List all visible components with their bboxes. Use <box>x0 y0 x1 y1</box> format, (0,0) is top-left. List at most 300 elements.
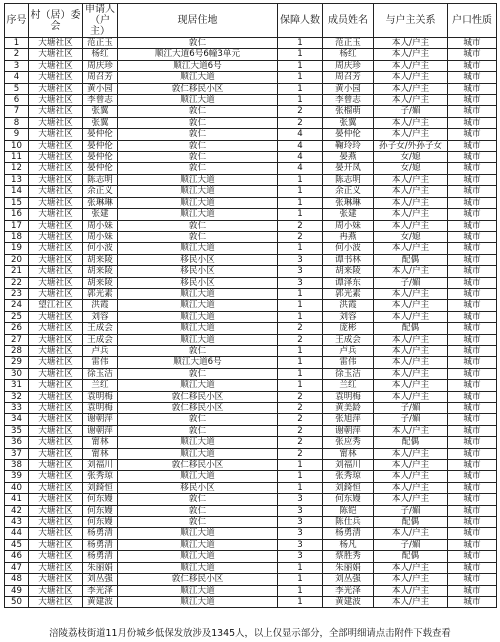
cell-relation: 本人/户主 <box>374 197 448 208</box>
cell-relation: 子/媚 <box>374 403 448 414</box>
cell-covered-count: 1 <box>278 72 323 83</box>
cell-covered-count: 1 <box>278 243 323 254</box>
header-relation: 与户主关系 <box>374 4 448 38</box>
cell-applicant: 黄建波 <box>83 596 118 607</box>
cell-residence: 顺江大道 <box>118 300 278 311</box>
cell-index: 28 <box>5 345 29 356</box>
cell-relation: 本人/户主 <box>374 38 448 49</box>
cell-household-type: 城市 <box>448 482 497 493</box>
table-row <box>5 494 497 505</box>
cell-relation: 本人/户主 <box>374 83 448 94</box>
cell-household-type: 城市 <box>448 517 497 528</box>
cell-applicant: 甯林 <box>83 437 118 448</box>
cell-member-name: 杨红 <box>323 49 374 60</box>
cell-residence: 顺江大道 <box>118 448 278 459</box>
cell-residence: 敦仁 <box>118 494 278 505</box>
cell-relation: 本人/户主 <box>374 345 448 356</box>
cell-committee: 大塘社区 <box>29 482 83 493</box>
cell-applicant: 杨勇清 <box>83 551 118 562</box>
cell-relation: 女/媳 <box>374 152 448 163</box>
table-row <box>5 528 497 539</box>
cell-household-type: 城市 <box>448 403 497 414</box>
cell-applicant: 晏仲伦 <box>83 129 118 140</box>
cell-relation: 本人/户主 <box>374 368 448 379</box>
cell-covered-count: 1 <box>278 460 323 471</box>
table-row <box>5 106 497 117</box>
cell-household-type: 城市 <box>448 448 497 459</box>
table-row <box>5 574 497 585</box>
cell-relation: 本人/户主 <box>374 72 448 83</box>
cell-index: 6 <box>5 95 29 106</box>
cell-applicant: 张建 <box>83 209 118 220</box>
cell-relation: 本人/户主 <box>374 311 448 322</box>
cell-member-name: 张榴萌 <box>323 106 374 117</box>
cell-committee: 大塘社区 <box>29 334 83 345</box>
cell-applicant: 甯林 <box>83 448 118 459</box>
cell-member-name: 胡来陵 <box>323 266 374 277</box>
cell-covered-count: 1 <box>278 186 323 197</box>
cell-relation: 本人/户主 <box>374 528 448 539</box>
cell-index: 30 <box>5 368 29 379</box>
cell-relation: 本人/户主 <box>374 494 448 505</box>
cell-index: 36 <box>5 437 29 448</box>
cell-member-name: 徐玉洁 <box>323 368 374 379</box>
cell-committee: 大塘社区 <box>29 357 83 368</box>
cell-member-name: 刘容 <box>323 311 374 322</box>
table-row <box>5 129 497 140</box>
cell-household-type: 城市 <box>448 414 497 425</box>
cell-covered-count: 3 <box>278 505 323 516</box>
table-row <box>5 117 497 128</box>
cell-residence: 顺江大道 <box>118 72 278 83</box>
cell-committee: 大塘社区 <box>29 129 83 140</box>
cell-residence: 顺江大道 <box>118 186 278 197</box>
table-row <box>5 277 497 288</box>
table-row <box>5 38 497 49</box>
cell-covered-count: 2 <box>278 220 323 231</box>
cell-committee: 大塘社区 <box>29 414 83 425</box>
cell-relation: 本人/户主 <box>374 186 448 197</box>
cell-committee: 大塘社区 <box>29 174 83 185</box>
cell-committee: 大塘社区 <box>29 163 83 174</box>
cell-committee: 大塘社区 <box>29 505 83 516</box>
cell-residence: 顺江大道 <box>118 380 278 391</box>
cell-relation: 本人/户主 <box>374 243 448 254</box>
cell-member-name: 兰红 <box>323 380 374 391</box>
cell-committee: 大塘社区 <box>29 528 83 539</box>
cell-index: 1 <box>5 38 29 49</box>
cell-committee: 大塘社区 <box>29 231 83 242</box>
header-household-type: 户口性质 <box>448 4 497 38</box>
cell-member-name: 余正义 <box>323 186 374 197</box>
table-row <box>5 380 497 391</box>
cell-covered-count: 2 <box>278 437 323 448</box>
cell-relation: 本人/户主 <box>374 357 448 368</box>
table-row <box>5 437 497 448</box>
cell-relation: 本人/户主 <box>374 49 448 60</box>
cell-covered-count: 1 <box>278 60 323 71</box>
cell-index: 8 <box>5 117 29 128</box>
cell-index: 22 <box>5 277 29 288</box>
cell-covered-count: 2 <box>278 323 323 334</box>
cell-applicant: 王成会 <box>83 334 118 345</box>
cell-member-name: 何小波 <box>323 243 374 254</box>
cell-committee: 大塘社区 <box>29 197 83 208</box>
table-row <box>5 391 497 402</box>
cell-index: 37 <box>5 448 29 459</box>
cell-covered-count: 1 <box>278 95 323 106</box>
cell-covered-count: 3 <box>278 517 323 528</box>
cell-household-type: 城市 <box>448 562 497 573</box>
cell-index: 49 <box>5 585 29 596</box>
cell-residence: 敦仁移民小区 <box>118 403 278 414</box>
cell-applicant: 徐玉洁 <box>83 368 118 379</box>
cell-member-name: 黄美龄 <box>323 403 374 414</box>
cell-residence: 顺江大道 <box>118 243 278 254</box>
cell-applicant: 张秀琼 <box>83 471 118 482</box>
cell-committee: 大塘社区 <box>29 243 83 254</box>
cell-member-name: 张秀琼 <box>323 471 374 482</box>
cell-index: 16 <box>5 209 29 220</box>
cell-applicant: 张翼 <box>83 117 118 128</box>
footnote: 涪陵荔枝街道11月份城乡低保发放涉及1345人，以上仅显示部分，全部明细请点击附件下载查看 <box>49 628 451 639</box>
recipient-table <box>4 3 497 608</box>
cell-member-name: 杨凡 <box>323 539 374 550</box>
cell-relation: 子/媚 <box>374 539 448 550</box>
cell-applicant: 谢朝萍 <box>83 414 118 425</box>
cell-covered-count: 3 <box>278 254 323 265</box>
cell-member-name: 张翼 <box>323 117 374 128</box>
cell-residence: 顺江大道6号 <box>118 60 278 71</box>
cell-covered-count: 1 <box>278 174 323 185</box>
table-row <box>5 197 497 208</box>
table-row <box>5 414 497 425</box>
cell-household-type: 城市 <box>448 117 497 128</box>
cell-relation: 本人/户主 <box>374 448 448 459</box>
cell-residence: 移民小区 <box>118 277 278 288</box>
cell-relation: 子/媚 <box>374 505 448 516</box>
cell-index: 5 <box>5 83 29 94</box>
cell-index: 14 <box>5 186 29 197</box>
cell-member-name: 晏仲伦 <box>323 129 374 140</box>
cell-member-name: 蔡胜秀 <box>323 551 374 562</box>
cell-committee: 大塘社区 <box>29 425 83 436</box>
cell-residence: 敦仁 <box>118 129 278 140</box>
cell-covered-count: 1 <box>278 311 323 322</box>
cell-index: 43 <box>5 517 29 528</box>
cell-applicant: 范正玉 <box>83 38 118 49</box>
cell-member-name: 黄小园 <box>323 83 374 94</box>
table-row <box>5 95 497 106</box>
header-index: 序号 <box>5 4 29 38</box>
cell-applicant: 袁明梅 <box>83 391 118 402</box>
cell-applicant: 谢朝萍 <box>83 425 118 436</box>
cell-residence: 敦仁 <box>118 220 278 231</box>
cell-covered-count: 1 <box>278 368 323 379</box>
cell-residence: 敦仁 <box>118 140 278 151</box>
recipient-table-container <box>4 3 496 608</box>
cell-member-name: 刘丛强 <box>323 574 374 585</box>
cell-member-name: 周小妹 <box>323 220 374 231</box>
header-committee: 村（居）委会 <box>29 4 83 38</box>
cell-applicant: 卢兵 <box>83 345 118 356</box>
cell-covered-count: 2 <box>278 448 323 459</box>
cell-index: 38 <box>5 460 29 471</box>
cell-relation: 本人/户主 <box>374 288 448 299</box>
table-row <box>5 539 497 550</box>
cell-household-type: 城市 <box>448 334 497 345</box>
cell-residence: 顺江大道6号 <box>118 357 278 368</box>
cell-covered-count: 1 <box>278 38 323 49</box>
cell-household-type: 城市 <box>448 163 497 174</box>
cell-committee: 大塘社区 <box>29 448 83 459</box>
cell-residence: 敦仁移民小区 <box>118 83 278 94</box>
cell-applicant: 王成会 <box>83 323 118 334</box>
cell-committee: 大塘社区 <box>29 323 83 334</box>
cell-member-name: 何东嫚 <box>323 494 374 505</box>
cell-household-type: 城市 <box>448 345 497 356</box>
cell-index: 17 <box>5 220 29 231</box>
cell-relation: 女/媳 <box>374 163 448 174</box>
cell-relation: 配偶 <box>374 437 448 448</box>
cell-household-type: 城市 <box>448 140 497 151</box>
table-row <box>5 300 497 311</box>
cell-covered-count: 2 <box>278 414 323 425</box>
table-row <box>5 562 497 573</box>
cell-relation: 本人/户主 <box>374 220 448 231</box>
cell-relation: 配偶 <box>374 323 448 334</box>
cell-member-name: 郭光素 <box>323 288 374 299</box>
cell-covered-count: 4 <box>278 152 323 163</box>
cell-applicant: 何东嫚 <box>83 505 118 516</box>
table-row <box>5 72 497 83</box>
cell-index: 40 <box>5 482 29 493</box>
cell-relation: 配偶 <box>374 517 448 528</box>
cell-applicant: 晏仲伦 <box>83 152 118 163</box>
cell-relation: 本人/户主 <box>374 117 448 128</box>
table-row <box>5 460 497 471</box>
cell-household-type: 城市 <box>448 288 497 299</box>
cell-committee: 大塘社区 <box>29 72 83 83</box>
cell-household-type: 城市 <box>448 460 497 471</box>
cell-committee: 大塘社区 <box>29 471 83 482</box>
table-row <box>5 311 497 322</box>
cell-household-type: 城市 <box>448 368 497 379</box>
cell-residence: 顺江大道 <box>118 596 278 607</box>
cell-member-name: 鞠玲玲 <box>323 140 374 151</box>
cell-committee: 大塘社区 <box>29 95 83 106</box>
cell-applicant: 雷伟 <box>83 357 118 368</box>
cell-member-name: 周召芳 <box>323 72 374 83</box>
cell-covered-count: 2 <box>278 231 323 242</box>
cell-member-name: 甯林 <box>323 448 374 459</box>
cell-covered-count: 2 <box>278 391 323 402</box>
cell-residence: 顺江大道 <box>118 323 278 334</box>
cell-covered-count: 2 <box>278 403 323 414</box>
cell-household-type: 城市 <box>448 323 497 334</box>
cell-member-name: 刘錡恒 <box>323 482 374 493</box>
cell-household-type: 城市 <box>448 437 497 448</box>
cell-index: 50 <box>5 596 29 607</box>
cell-member-name: 庞彬 <box>323 323 374 334</box>
table-row <box>5 83 497 94</box>
cell-index: 31 <box>5 380 29 391</box>
table-body <box>5 38 497 608</box>
cell-applicant: 朱丽娟 <box>83 562 118 573</box>
cell-relation: 本人/户主 <box>374 334 448 345</box>
cell-residence: 顺江大道 <box>118 197 278 208</box>
cell-index: 9 <box>5 129 29 140</box>
cell-applicant: 刘容 <box>83 311 118 322</box>
cell-residence: 顺江大道 <box>118 562 278 573</box>
cell-applicant: 何东嫚 <box>83 517 118 528</box>
cell-applicant: 张翼 <box>83 106 118 117</box>
cell-residence: 移民小区 <box>118 266 278 277</box>
table-row <box>5 174 497 185</box>
cell-member-name: 洪霞 <box>323 300 374 311</box>
table-row <box>5 152 497 163</box>
table-row <box>5 163 497 174</box>
table-row <box>5 403 497 414</box>
cell-covered-count: 1 <box>278 380 323 391</box>
cell-committee: 大塘社区 <box>29 562 83 573</box>
cell-household-type: 城市 <box>448 60 497 71</box>
cell-committee: 大塘社区 <box>29 574 83 585</box>
cell-committee: 大塘社区 <box>29 60 83 71</box>
cell-residence: 顺江大道 <box>118 174 278 185</box>
cell-member-name: 晏燕 <box>323 152 374 163</box>
cell-relation: 本人/户主 <box>374 300 448 311</box>
cell-committee: 大塘社区 <box>29 186 83 197</box>
cell-covered-count: 1 <box>278 585 323 596</box>
cell-relation: 孙子女/外孙子女 <box>374 140 448 151</box>
cell-index: 23 <box>5 288 29 299</box>
cell-member-name: 刘福川 <box>323 460 374 471</box>
cell-member-name: 谭泽东 <box>323 277 374 288</box>
table-row <box>5 517 497 528</box>
cell-index: 26 <box>5 323 29 334</box>
cell-household-type: 城市 <box>448 494 497 505</box>
cell-residence: 顺江大道 <box>118 551 278 562</box>
cell-index: 3 <box>5 60 29 71</box>
cell-household-type: 城市 <box>448 266 497 277</box>
cell-index: 48 <box>5 574 29 585</box>
cell-index: 15 <box>5 197 29 208</box>
cell-index: 18 <box>5 231 29 242</box>
cell-household-type: 城市 <box>448 596 497 607</box>
cell-index: 24 <box>5 300 29 311</box>
cell-member-name: 卢兵 <box>323 345 374 356</box>
cell-committee: 大塘社区 <box>29 539 83 550</box>
cell-applicant: 胡来陵 <box>83 266 118 277</box>
cell-index: 46 <box>5 551 29 562</box>
cell-household-type: 城市 <box>448 300 497 311</box>
cell-residence: 顺江大道 <box>118 437 278 448</box>
cell-applicant: 兰红 <box>83 380 118 391</box>
table-row <box>5 186 497 197</box>
cell-committee: 大塘社区 <box>29 140 83 151</box>
cell-applicant: 周召芳 <box>83 72 118 83</box>
cell-covered-count: 1 <box>278 209 323 220</box>
cell-committee: 大塘社区 <box>29 254 83 265</box>
cell-residence: 顺江大道 <box>118 334 278 345</box>
cell-household-type: 城市 <box>448 551 497 562</box>
cell-household-type: 城市 <box>448 505 497 516</box>
cell-household-type: 城市 <box>448 152 497 163</box>
cell-residence: 顺江大道 <box>118 311 278 322</box>
table-row <box>5 243 497 254</box>
cell-member-name: 谢朝萍 <box>323 425 374 436</box>
cell-residence: 敦仁 <box>118 106 278 117</box>
cell-index: 32 <box>5 391 29 402</box>
cell-residence: 顺江大道 <box>118 288 278 299</box>
cell-index: 41 <box>5 494 29 505</box>
cell-residence: 移民小区 <box>118 482 278 493</box>
cell-household-type: 城市 <box>448 38 497 49</box>
table-row <box>5 357 497 368</box>
cell-member-name: 张应秀 <box>323 437 374 448</box>
cell-committee: 大塘社区 <box>29 209 83 220</box>
cell-member-name: 张旭萍 <box>323 414 374 425</box>
cell-committee: 大塘社区 <box>29 83 83 94</box>
cell-residence: 顺江大道 <box>118 585 278 596</box>
cell-residence: 顺江大道 <box>118 539 278 550</box>
cell-committee: 大塘社区 <box>29 368 83 379</box>
cell-committee: 大塘社区 <box>29 391 83 402</box>
cell-applicant: 胡来陵 <box>83 254 118 265</box>
cell-committee: 望江社区 <box>29 300 83 311</box>
cell-covered-count: 2 <box>278 425 323 436</box>
cell-applicant: 周小妹 <box>83 220 118 231</box>
cell-household-type: 城市 <box>448 83 497 94</box>
cell-index: 7 <box>5 106 29 117</box>
cell-covered-count: 1 <box>278 300 323 311</box>
cell-covered-count: 1 <box>278 357 323 368</box>
cell-covered-count: 1 <box>278 562 323 573</box>
cell-committee: 大塘社区 <box>29 311 83 322</box>
cell-member-name: 黄建波 <box>323 596 374 607</box>
cell-residence: 敦仁移民小区 <box>118 460 278 471</box>
cell-applicant: 洪霞 <box>83 300 118 311</box>
cell-relation: 本人/户主 <box>374 209 448 220</box>
cell-applicant: 陈志明 <box>83 174 118 185</box>
cell-covered-count: 2 <box>278 106 323 117</box>
cell-committee: 大塘社区 <box>29 437 83 448</box>
cell-covered-count: 1 <box>278 574 323 585</box>
table-row <box>5 345 497 356</box>
cell-household-type: 城市 <box>448 197 497 208</box>
cell-covered-count: 1 <box>278 288 323 299</box>
cell-relation: 子/媚 <box>374 414 448 425</box>
cell-residence: 敦仁 <box>118 345 278 356</box>
cell-applicant: 周庆珍 <box>83 60 118 71</box>
cell-household-type: 城市 <box>448 539 497 550</box>
table-row <box>5 140 497 151</box>
cell-index: 21 <box>5 266 29 277</box>
cell-relation: 本人/户主 <box>374 585 448 596</box>
cell-index: 19 <box>5 243 29 254</box>
cell-applicant: 周小妹 <box>83 231 118 242</box>
cell-committee: 大塘社区 <box>29 403 83 414</box>
cell-household-type: 城市 <box>448 425 497 436</box>
cell-household-type: 城市 <box>448 231 497 242</box>
cell-residence: 敦仁 <box>118 163 278 174</box>
cell-committee: 大塘社区 <box>29 517 83 528</box>
cell-committee: 大塘社区 <box>29 494 83 505</box>
cell-relation: 本人/户主 <box>374 425 448 436</box>
cell-relation: 本人/户主 <box>374 574 448 585</box>
table-row <box>5 209 497 220</box>
